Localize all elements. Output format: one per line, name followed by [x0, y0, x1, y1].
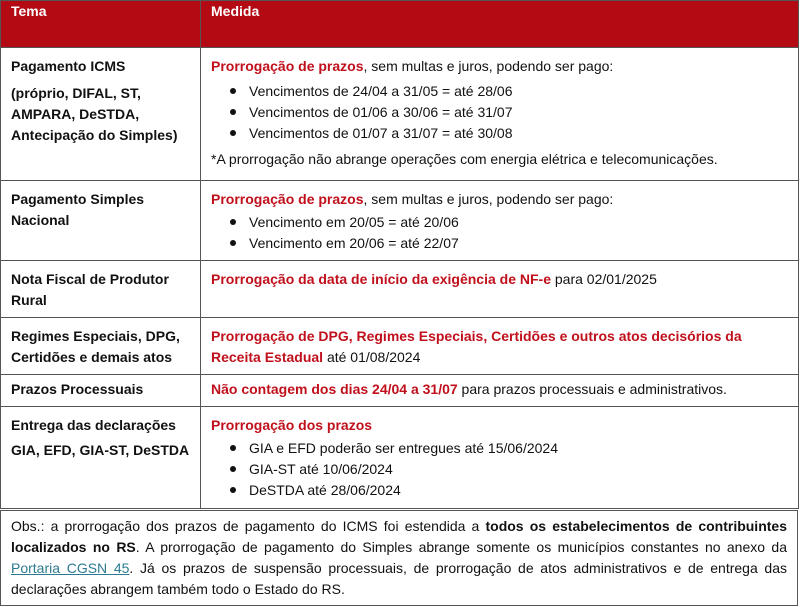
medida-cell: [201, 407, 799, 509]
medida-cell: [201, 181, 799, 261]
tema-cell: [1, 375, 201, 407]
bullet-list: [211, 81, 790, 144]
tema-title: Pagamento ICMS: [11, 58, 126, 74]
tema-title: Prazos Processuais: [11, 381, 144, 397]
tema-cell: [1, 261, 201, 318]
table-row: [1, 181, 799, 261]
medida-cell: [201, 48, 799, 181]
obs-text: Obs.: a prorrogação dos prazos de pagamento do ICMS foi estendida a: [11, 518, 486, 534]
tema-title: Entrega das declarações: [11, 417, 176, 433]
body-text: para prazos processuais e administrativos.: [457, 381, 727, 397]
tema-subtitle: (próprio, DIFAL, ST, AMPARA, DeSTDA, Antecipação do Simples): [11, 85, 178, 143]
highlight-text: Prorrogação de DPG, Regimes Especiais, Certidões e outros atos decisórios da Receita Estadual: [211, 328, 742, 365]
header-tema: Tema: [1, 1, 201, 48]
obs-bold-text: todos os estabelecimentos de contribuintes localizados no RS: [11, 518, 787, 555]
list-item: Vencimentos de 01/07 a 31/07 = até 30/08: [249, 123, 790, 144]
body-text: , sem multas e juros, podendo ser pago:: [363, 58, 614, 74]
obs-text: . A prorrogação de pagamento do Simples abrange somente os municípios constantes no anexo da: [135, 539, 787, 555]
table-header-row: [1, 1, 799, 48]
header-medida: Medida: [201, 1, 799, 48]
list-item: DeSTDA até 28/06/2024: [249, 480, 790, 501]
tema-cell: [1, 48, 201, 181]
list-item: GIA-ST até 10/06/2024: [249, 459, 790, 480]
tema-cell: [1, 407, 201, 509]
tema-subtitle: GIA, EFD, GIA-ST, DeSTDA: [11, 442, 190, 458]
highlight-text: Não contagem dos dias 24/04 a 31/07: [211, 381, 458, 397]
bullet-list: [211, 438, 790, 501]
body-text: para 02/01/2025: [551, 271, 657, 287]
highlight-text: Prorrogação de prazos: [211, 58, 364, 74]
note-text: *A prorrogação não abrange operações com energia elétrica e telecomunicações.: [211, 151, 718, 167]
table-row: [1, 48, 799, 181]
tema-cell: [1, 318, 201, 375]
list-item: Vencimento em 20/05 = até 20/06: [249, 212, 790, 233]
medida-cell: [201, 261, 799, 318]
observation-note: [0, 510, 798, 606]
tema-title: Regimes Especiais, DPG, Certidões e demais atos: [11, 328, 180, 365]
highlight-text: Prorrogação dos prazos: [211, 417, 373, 433]
medida-cell: [201, 318, 799, 375]
table-row: [1, 375, 799, 407]
body-text: , sem multas e juros, podendo ser pago:: [363, 191, 614, 207]
tema-title: Nota Fiscal de Produtor Rural: [11, 271, 169, 308]
highlight-text: Prorrogação da data de início da exigência de NF-e: [211, 271, 551, 287]
obs-text: . Já os prazos de suspensão processuais, de prorrogação de atos administrativos e de entrega das declarações abrangem também todo o Estado do RS.: [11, 560, 787, 597]
table-row: [1, 407, 799, 509]
tema-title: Pagamento Simples Nacional: [11, 191, 145, 228]
list-item: Vencimentos de 01/06 a 30/06 = até 31/07: [249, 102, 790, 123]
portaria-link[interactable]: Portaria CGSN 45: [11, 560, 130, 576]
list-item: Vencimentos de 24/04 a 31/05 = até 28/06: [249, 81, 790, 102]
list-item: Vencimento em 20/06 = até 22/07: [249, 233, 790, 254]
body-text: até 01/08/2024: [323, 349, 421, 365]
list-item: GIA e EFD poderão ser entregues até 15/06/2024: [249, 438, 790, 459]
bullet-list: [211, 212, 790, 254]
table-row: [1, 261, 799, 318]
medida-cell: [201, 375, 799, 407]
table-row: [1, 318, 799, 375]
highlight-text: Prorrogação de prazos: [211, 191, 364, 207]
tema-cell: [1, 181, 201, 261]
